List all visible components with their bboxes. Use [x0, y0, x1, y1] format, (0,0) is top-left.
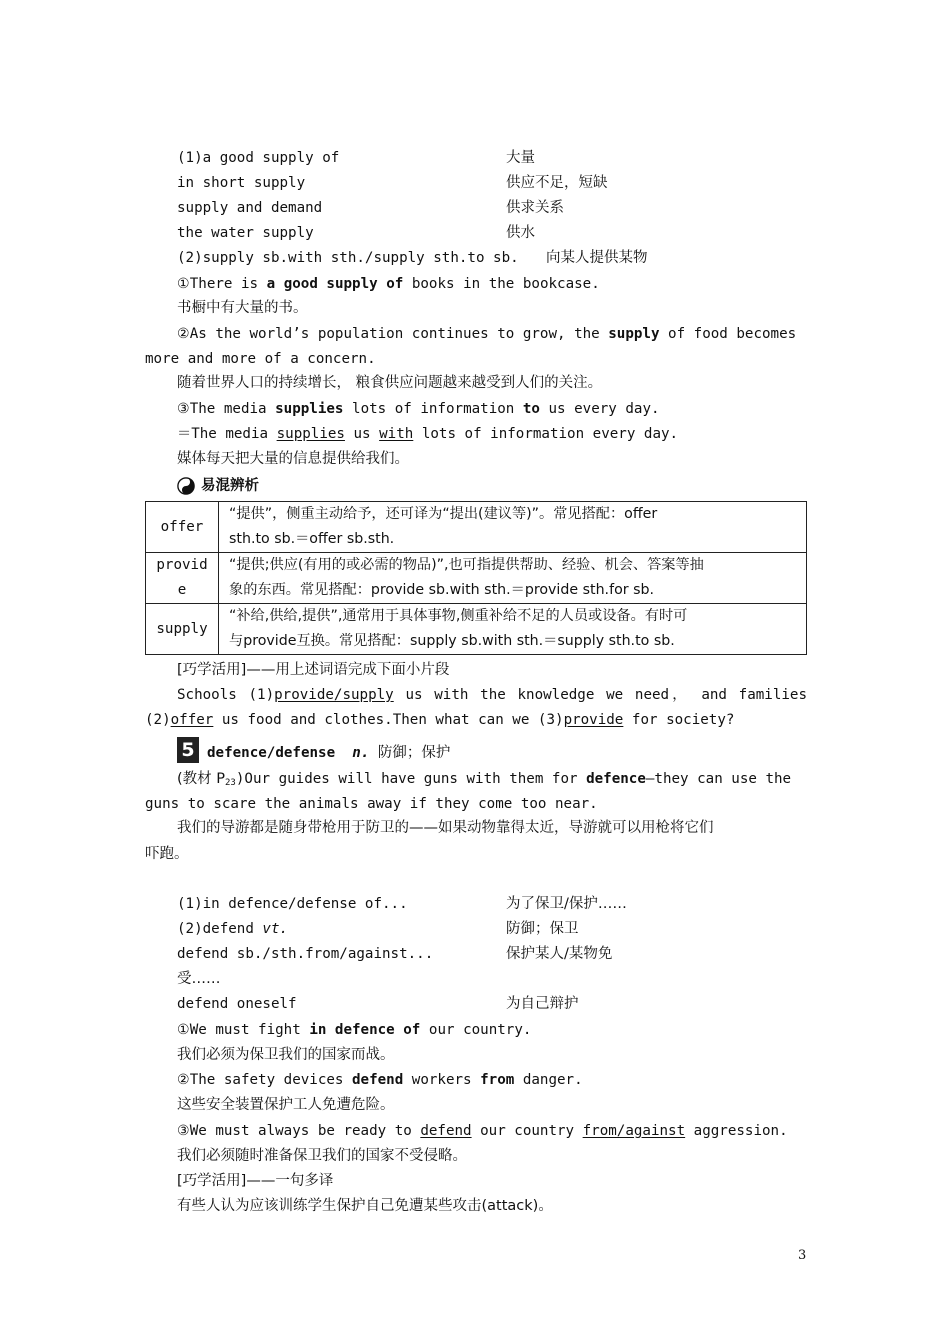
phrase-zh: 为自己辩护: [506, 996, 579, 1012]
pattern-zh: 向某人提供某物: [546, 250, 648, 266]
practice-task: 有些人认为应该训练学生保护自己免遭某些攻击(attack)。: [177, 1198, 553, 1214]
example-1-zh: 书橱中有大量的书。: [177, 300, 308, 316]
section-label: 易混辨析: [201, 478, 259, 494]
defend-example-1-zh: 我们必须为保卫我们的国家而战。: [177, 1047, 395, 1063]
phrase-en: the water supply: [177, 225, 314, 241]
phrase-zh-wrap: 受……: [177, 971, 221, 987]
defend-example-3-zh: 我们必须随时准备保卫我们的国家不受侵略。: [177, 1148, 467, 1164]
practice-heading: [巧学活用]——用上述词语完成下面小片段: [177, 662, 450, 678]
table-row: [146, 553, 807, 604]
source-zh-cont: 吓跑。: [145, 846, 189, 862]
phrase-zh: 供水: [506, 225, 535, 241]
phrase-en: (2)defend vt.: [177, 921, 289, 937]
defend-example-3: ③We must always be ready to defend our country from/against aggression.: [177, 1123, 788, 1139]
page-number: 3: [798, 1248, 807, 1263]
example-2: ②As the world’s population continues to grow, the supply of food becomes: [177, 326, 797, 342]
phrase-zh: 为了保卫/保护……: [506, 896, 627, 912]
example-3-alt: ＝The media supplies us with lots of information every day.: [177, 426, 679, 442]
example-2-zh: 随着世界人口的持续增长， 粮食供应问题越来越受到人们的关注。: [177, 375, 603, 391]
table-desc: “提供;供应(有用的或必需的物品)”,也可指提供帮助、经验、机会、答案等抽 象的东西。常见搭配：provide sb.with sth.＝provide sth.for sb.: [219, 553, 807, 604]
comparison-table: [145, 501, 807, 655]
practice-line-1: Schools (1)provide/supply us with the knowledge we need， and families: [177, 687, 808, 703]
phrase-en: defend sb./sth.from/against...: [177, 946, 434, 962]
table-row: [146, 604, 807, 655]
item-headword: defence/defense n. 防御；保护: [207, 745, 451, 761]
source-sentence: (教材 $P_{23})Our$ guides will have guns with them for defence—they can use the: [177, 771, 792, 788]
source-sentence-cont: guns to scare the animals away if they come too near.: [145, 796, 598, 812]
item-number-badge: 5: [177, 737, 199, 763]
phrase-zh: 防御；保卫: [506, 921, 579, 937]
defend-example-2-zh: 这些安全装置保护工人免遭危险。: [177, 1097, 395, 1113]
yin-yang-icon: [177, 477, 195, 495]
phrase-zh: 供求关系: [506, 200, 564, 216]
example-1: ①There is a good supply of books in the bookcase.: [177, 276, 600, 292]
phrase-en: (1)in defence/defense of...: [177, 896, 408, 912]
example-3-zh: 媒体每天把大量的信息提供给我们。: [177, 451, 409, 467]
phrase-zh: 保护某人/某物免: [506, 946, 613, 962]
defend-example-1: ①We must fight in defence of our country.: [177, 1022, 532, 1038]
phrase-en: in short supply: [177, 175, 306, 191]
phrase-en: (1)a good supply of: [177, 150, 340, 166]
phrase-zh: 大量: [506, 150, 535, 166]
table-desc: “提供”，侧重主动给予，还可译为“提出(建议等)”。常见搭配：offer sth.to sb.＝offer sb.sth.: [219, 502, 807, 553]
pattern-en: (2)supply sb.with sth./supply sth.to sb.: [177, 250, 519, 266]
practice-line-2: (2)offer us food and clothes.Then what can we (3)provide for society?: [145, 712, 735, 728]
table-word: provid e: [146, 553, 219, 604]
defend-example-2: ②The safety devices defend workers from danger.: [177, 1072, 583, 1088]
source-zh: 我们的导游都是随身带枪用于防卫的——如果动物靠得太近，导游就可以用枪将它们: [177, 820, 714, 836]
phrase-en: defend oneself: [177, 996, 297, 1012]
table-desc: “补给,供给,提供”,通常用于具体事物,侧重补给不足的人员或设备。有时可 与provide互换。常见搭配：supply sb.with sth.＝supply sth.to sb.: [219, 604, 807, 655]
phrase-en: supply and demand: [177, 200, 323, 216]
table-word: supply: [146, 604, 219, 655]
example-2-cont: more and more of a concern.: [145, 351, 376, 367]
table-row: [146, 502, 807, 553]
phrase-zh: 供应不足，短缺: [506, 175, 608, 191]
table-word: offer: [146, 502, 219, 553]
practice-heading: [巧学活用]——一句多译: [177, 1173, 334, 1189]
example-3: ③The media supplies lots of information to us every day.: [177, 401, 660, 417]
